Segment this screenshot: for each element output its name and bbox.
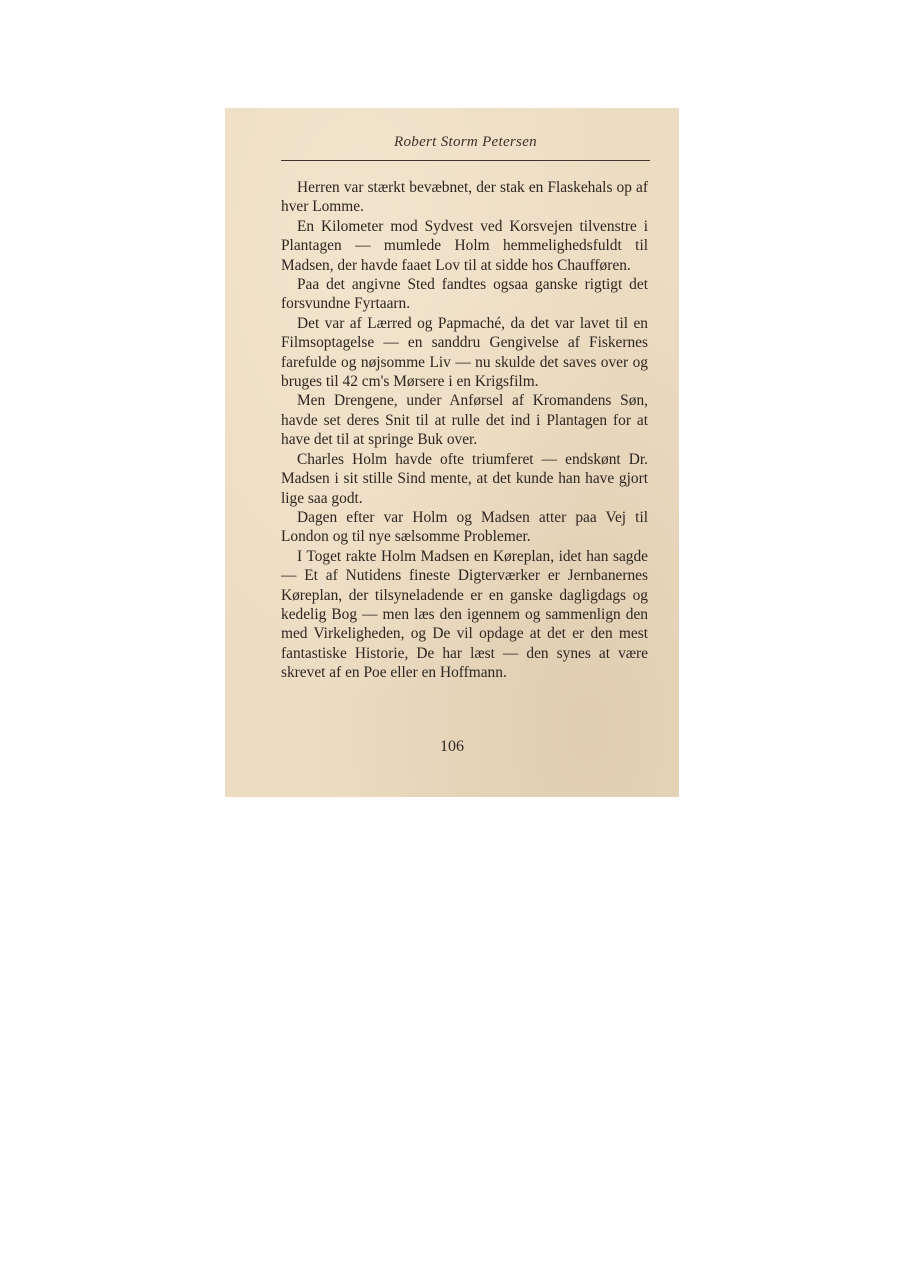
paragraph: Charles Holm havde ofte triumferet — endskønt Dr. Madsen i sit stille Sind mente, at det kunde han have gjort lige saa godt. — [281, 450, 648, 507]
paragraph: Paa det angivne Sted fandtes ogsaa ganske rigtigt det forsvundne Fyrtaarn. — [281, 276, 648, 313]
header-rule — [281, 160, 650, 161]
page-number: 106 — [440, 738, 464, 755]
paragraph: Herren var stærkt bevæbnet, der stak en Flaskehals op af hver Lomme. — [281, 179, 648, 216]
paragraph: En Kilometer mod Sydvest ved Korsvejen tilvenstre i Plantagen — mumlede Holm hemmelighedsfuldt til Madsen, der havde faaet Lov til at sidde hos Chaufføren. — [281, 217, 648, 274]
paragraph: Det var af Lærred og Papmaché, da det var lavet til en Filmsoptagelse — en sanddru Gengivelse af Fiskernes farefulde og nøjsomme Liv — nu skulde det saves over og bruges til 42 cm's Mørsere i en Krigsfilm. — [281, 314, 648, 391]
body-text — [281, 178, 648, 683]
running-head: Robert Storm Petersen — [394, 134, 537, 150]
book-page — [225, 108, 679, 797]
paragraph: I Toget rakte Holm Madsen en Køreplan, idet han sagde — Et af Nutidens fineste Digterværker er Jernbanernes Køreplan, der tilsyneladende er en ganske dagligdags og kedelig Bog — men læs den igennem og sammenlign den med Virkeligheden, og De vil opdage at det er den mest fantastiske Historie, De har læst — den synes at være skrevet af en Poe eller en Hoffmann. — [281, 547, 648, 682]
paragraph: Dagen efter var Holm og Madsen atter paa Vej til London og til nye sælsomme Problemer. — [281, 508, 648, 546]
paragraph: Men Drengene, under Anførsel af Kromandens Søn, havde set deres Snit til at rulle det ind i Plantagen for at have det til at springe Buk over. — [281, 392, 648, 449]
